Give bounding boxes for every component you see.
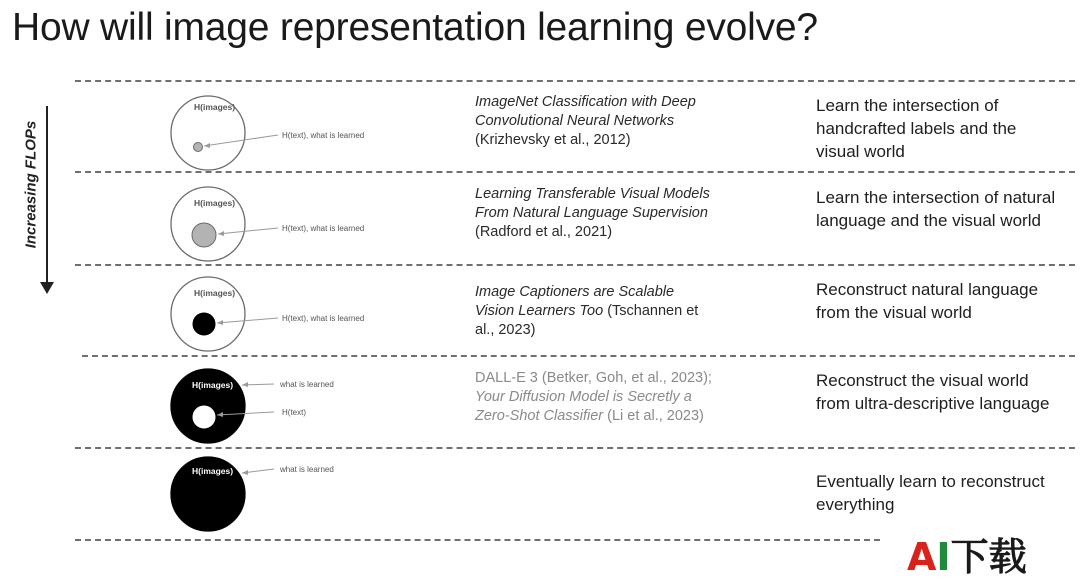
citation-row-1 <box>475 93 715 150</box>
inner-label: H(text), what is learned <box>282 131 365 140</box>
watermark-text <box>907 535 1027 578</box>
description-row-5: Eventually learn to reconstruct everything <box>816 472 1045 514</box>
citation-title: Image Captioners are Scalable Vision Learners Too <box>475 284 675 319</box>
venn-diagram-row-5 <box>170 452 400 538</box>
citation-title: ImageNet Classification with Deep Convolutional Neural Networks <box>475 94 696 129</box>
watermark-a: A <box>907 535 937 578</box>
watermark-cjk: 下载 <box>950 535 1027 578</box>
venn-diagram-row-1 <box>170 88 400 174</box>
citation-prefix: DALL-E 3 (Betker, Goh, et al., 2023); <box>475 370 712 386</box>
down-arrow-icon <box>40 282 54 294</box>
axis-arrow-line <box>46 106 48 284</box>
outer-note: what is learned <box>280 380 334 389</box>
citation-authors: (Krizhevsky et al., 2012) <box>475 132 631 148</box>
citation-authors: (Radford et al., 2021) <box>475 224 613 240</box>
inner-label: H(text) <box>282 408 306 417</box>
outer-label: H(images) <box>194 288 236 298</box>
watermark-i: I <box>936 535 951 578</box>
description-row-1: Learn the intersection of handcrafted labels and the visual world <box>816 96 1017 161</box>
venn-diagram-row-2 <box>170 182 400 268</box>
citation-row-3 <box>475 283 715 340</box>
citation-row-2 <box>475 185 715 242</box>
watermark-logo <box>905 530 1075 578</box>
inner-circle <box>194 143 203 152</box>
citation-authors: (Li et al., 2023) <box>603 408 704 424</box>
axis-label: Increasing FLOPs <box>22 120 40 249</box>
description-row-4: Reconstruct the visual world from ultra-descriptive language <box>816 371 1050 413</box>
citation-row-4 <box>475 369 715 426</box>
inner-circle <box>193 313 215 335</box>
inner-label: H(text), what is learned <box>282 314 365 323</box>
slide-title: How will image representation learning evolve? <box>12 6 818 49</box>
description-row-2: Learn the intersection of natural language and the visual world <box>816 188 1056 230</box>
venn-diagram-row-4 <box>170 364 400 450</box>
inner-circle <box>193 406 215 428</box>
outer-label: H(images) <box>194 198 236 208</box>
citation-title: Your Diffusion Model is Secretly a Zero-Shot Classifier <box>475 389 692 424</box>
citation-title: Learning Transferable Visual Models From Natural Language Supervision <box>475 186 710 221</box>
divider <box>75 539 880 541</box>
outer-label: H(images) <box>194 102 236 112</box>
inner-label: H(text), what is learned <box>282 224 365 233</box>
divider <box>75 80 1075 82</box>
outer-label: H(images) <box>192 380 234 390</box>
inner-circle <box>192 223 216 247</box>
venn-diagram-row-3 <box>170 272 400 358</box>
description-row-3: Reconstruct natural language from the visual world <box>816 280 1039 322</box>
outer-label: H(images) <box>192 466 234 476</box>
citation-authors: (Tschannen et al., 2023) <box>475 303 699 338</box>
outer-note: what is learned <box>280 465 334 474</box>
flops-axis <box>18 106 48 296</box>
